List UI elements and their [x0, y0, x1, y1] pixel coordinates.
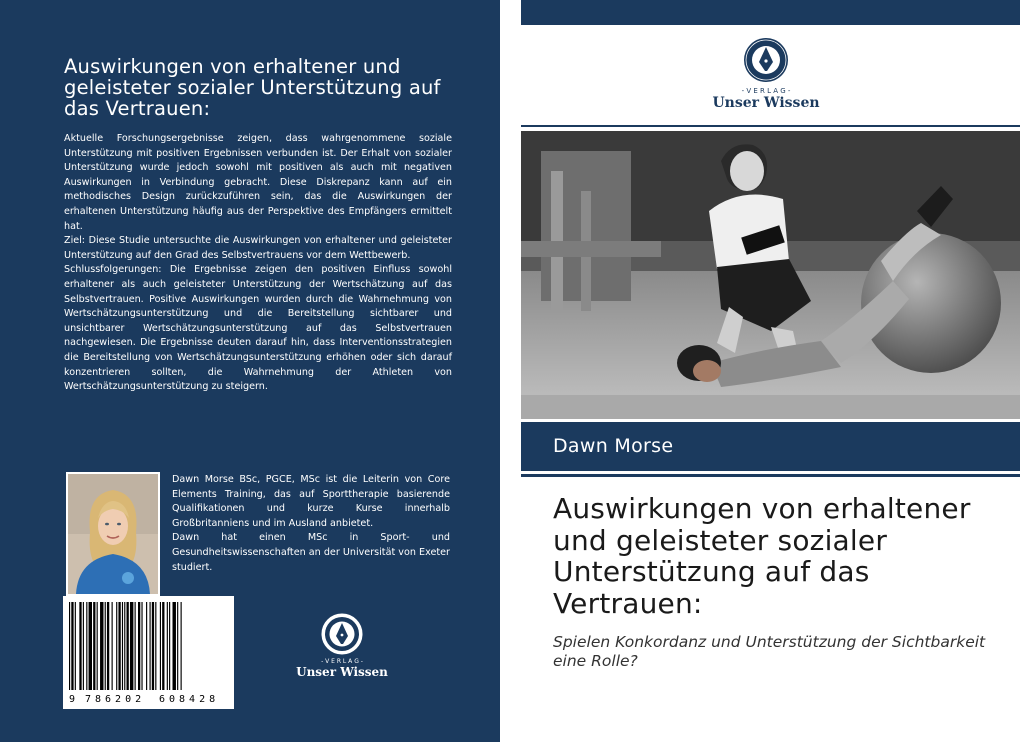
back-cover — [0, 0, 500, 742]
barcode-bar — [86, 602, 87, 690]
front-cover-author: Dawn Morse — [553, 435, 674, 457]
isbn-barcode — [63, 596, 234, 709]
publisher-logo-back — [290, 612, 394, 682]
barcode-bar — [138, 602, 140, 690]
barcode-bar — [141, 602, 142, 690]
isbn-digit-group: 786202 — [85, 694, 146, 705]
barcode-bar — [79, 602, 81, 690]
publisher-logo-front — [707, 36, 825, 114]
barcode-bar — [127, 602, 129, 690]
barcode-bar — [112, 602, 113, 690]
author-bio — [172, 473, 450, 575]
back-cover-title: Auswirkungen von erhaltener und geleisteter sozialer Unterstützung auf das Vertrauen: — [64, 55, 441, 120]
barcode-bar — [75, 602, 76, 690]
barcode-bar — [89, 602, 92, 690]
author-band — [521, 422, 1020, 471]
barcode-bar — [130, 602, 133, 690]
front-cover-subtitle: Spielen Konkordanz und Unterstützung der Sichtbarkeit eine Rolle? — [553, 633, 986, 670]
barcode-bar — [162, 602, 164, 690]
barcode-bar — [93, 602, 95, 690]
barcode-bar — [105, 602, 106, 690]
isbn-digit-group: 608428 — [159, 694, 220, 705]
barcode-bar — [169, 602, 170, 690]
publisher-name: Unser Wissen — [712, 95, 820, 111]
barcode-bar — [135, 602, 136, 690]
barcode-bar — [122, 602, 123, 690]
barcode-bar — [124, 602, 125, 690]
publisher-verlag-label: - V E R L A G - — [321, 658, 363, 665]
front-cover-title: Auswirkungen von erhaltener und geleisteter sozialer Unterstützung auf das Vertrauen: — [553, 492, 971, 620]
author-bio-paragraph: Dawn Morse BSc, PGCE, MSc ist die Leiterin von Core Elements Training, das auf Sporttherapie basierende Qualifikationen und kurze Kurse innerhalb Großbritanniens und im Ausland anbietet. — [172, 474, 450, 529]
barcode-bar — [69, 602, 70, 690]
barcode-bar — [150, 602, 151, 690]
cover-photo — [521, 131, 1020, 419]
barcode-bar — [177, 602, 178, 690]
barcode-bar — [146, 602, 147, 690]
blurb-paragraph-aim: Ziel: Diese Studie untersuchte die Auswirkungen von erhaltener und geleisteter Unterstützung auf den Grad des Selbstvertrauens vor dem Wettbewerb. — [64, 235, 452, 261]
isbn-digit-group: 9 — [69, 694, 76, 705]
barcode-bar — [97, 602, 98, 690]
back-cover-blurb — [64, 132, 452, 395]
barcode-bar — [116, 602, 117, 690]
barcode-bar — [118, 602, 120, 690]
barcode-bar — [107, 602, 109, 690]
title-divider-rule — [521, 474, 1020, 477]
author-bio-paragraph: Dawn hat einen MSc in Sport- und Gesundheitswissenschaften an der Universität von Exeter studiert. — [172, 532, 450, 573]
front-top-band — [521, 0, 1020, 25]
photo-top-rule — [521, 125, 1020, 127]
publisher-verlag-label: - V E R L A G - — [741, 87, 791, 95]
barcode-bar — [181, 602, 182, 690]
barcode-bar — [155, 602, 156, 690]
barcode-bar — [71, 602, 73, 690]
barcode-bar — [173, 602, 176, 690]
barcode-bar — [152, 602, 154, 690]
barcode-bar — [83, 602, 84, 690]
barcode-bar — [160, 602, 161, 690]
blurb-paragraph-conclusions: Schlussfolgerungen: Die Ergebnisse zeigen den positiven Einfluss sowohl erhaltener als auch geleisteter Unterstützung der Wertschätzung auf das Selbstvertrauen. Positive Auswirkungen wurden durch die Wahrnehmung von Wertschätzungsunterstützung und die Bereitstellung sichtbarer und unsichtbarer Wertschätzungsunterstützung auf das Selbstvertrauen nachgewiesen. Die Ergebnisse deuten darauf hin, dass Interventionsstrategien die Bereitstellung von Wertschätzungsunterstützung erhöhen oder sich darauf konzentrieren sollten, die Wahrnehmung der Athleten von Wertschätzungsunterstützung zu steigern. — [64, 264, 452, 393]
publisher-name: Unser Wissen — [296, 665, 388, 679]
author-photo — [66, 472, 160, 596]
barcode-bar — [167, 602, 168, 690]
blurb-paragraph-research: Aktuelle Forschungsergebnisse zeigen, dass wahrgenommene soziale Unterstützung mit positiven Ergebnissen verbunden ist. Der Erhalt von sozialer Unterstützung wurde jedoch sowohl mit positiven als auch mit negativen Auswirkungen in Verbindung gebracht. Diese Diskrepanz kann auf ein methodisches Design zurückzuführen sein, das die Auswirkungen der erhaltenen Unterstützung häufig aus der Perspektive des Empfängers ermittelt hat. — [64, 133, 452, 232]
cover-photo-frame — [521, 125, 1020, 422]
barcode-bar — [100, 602, 103, 690]
